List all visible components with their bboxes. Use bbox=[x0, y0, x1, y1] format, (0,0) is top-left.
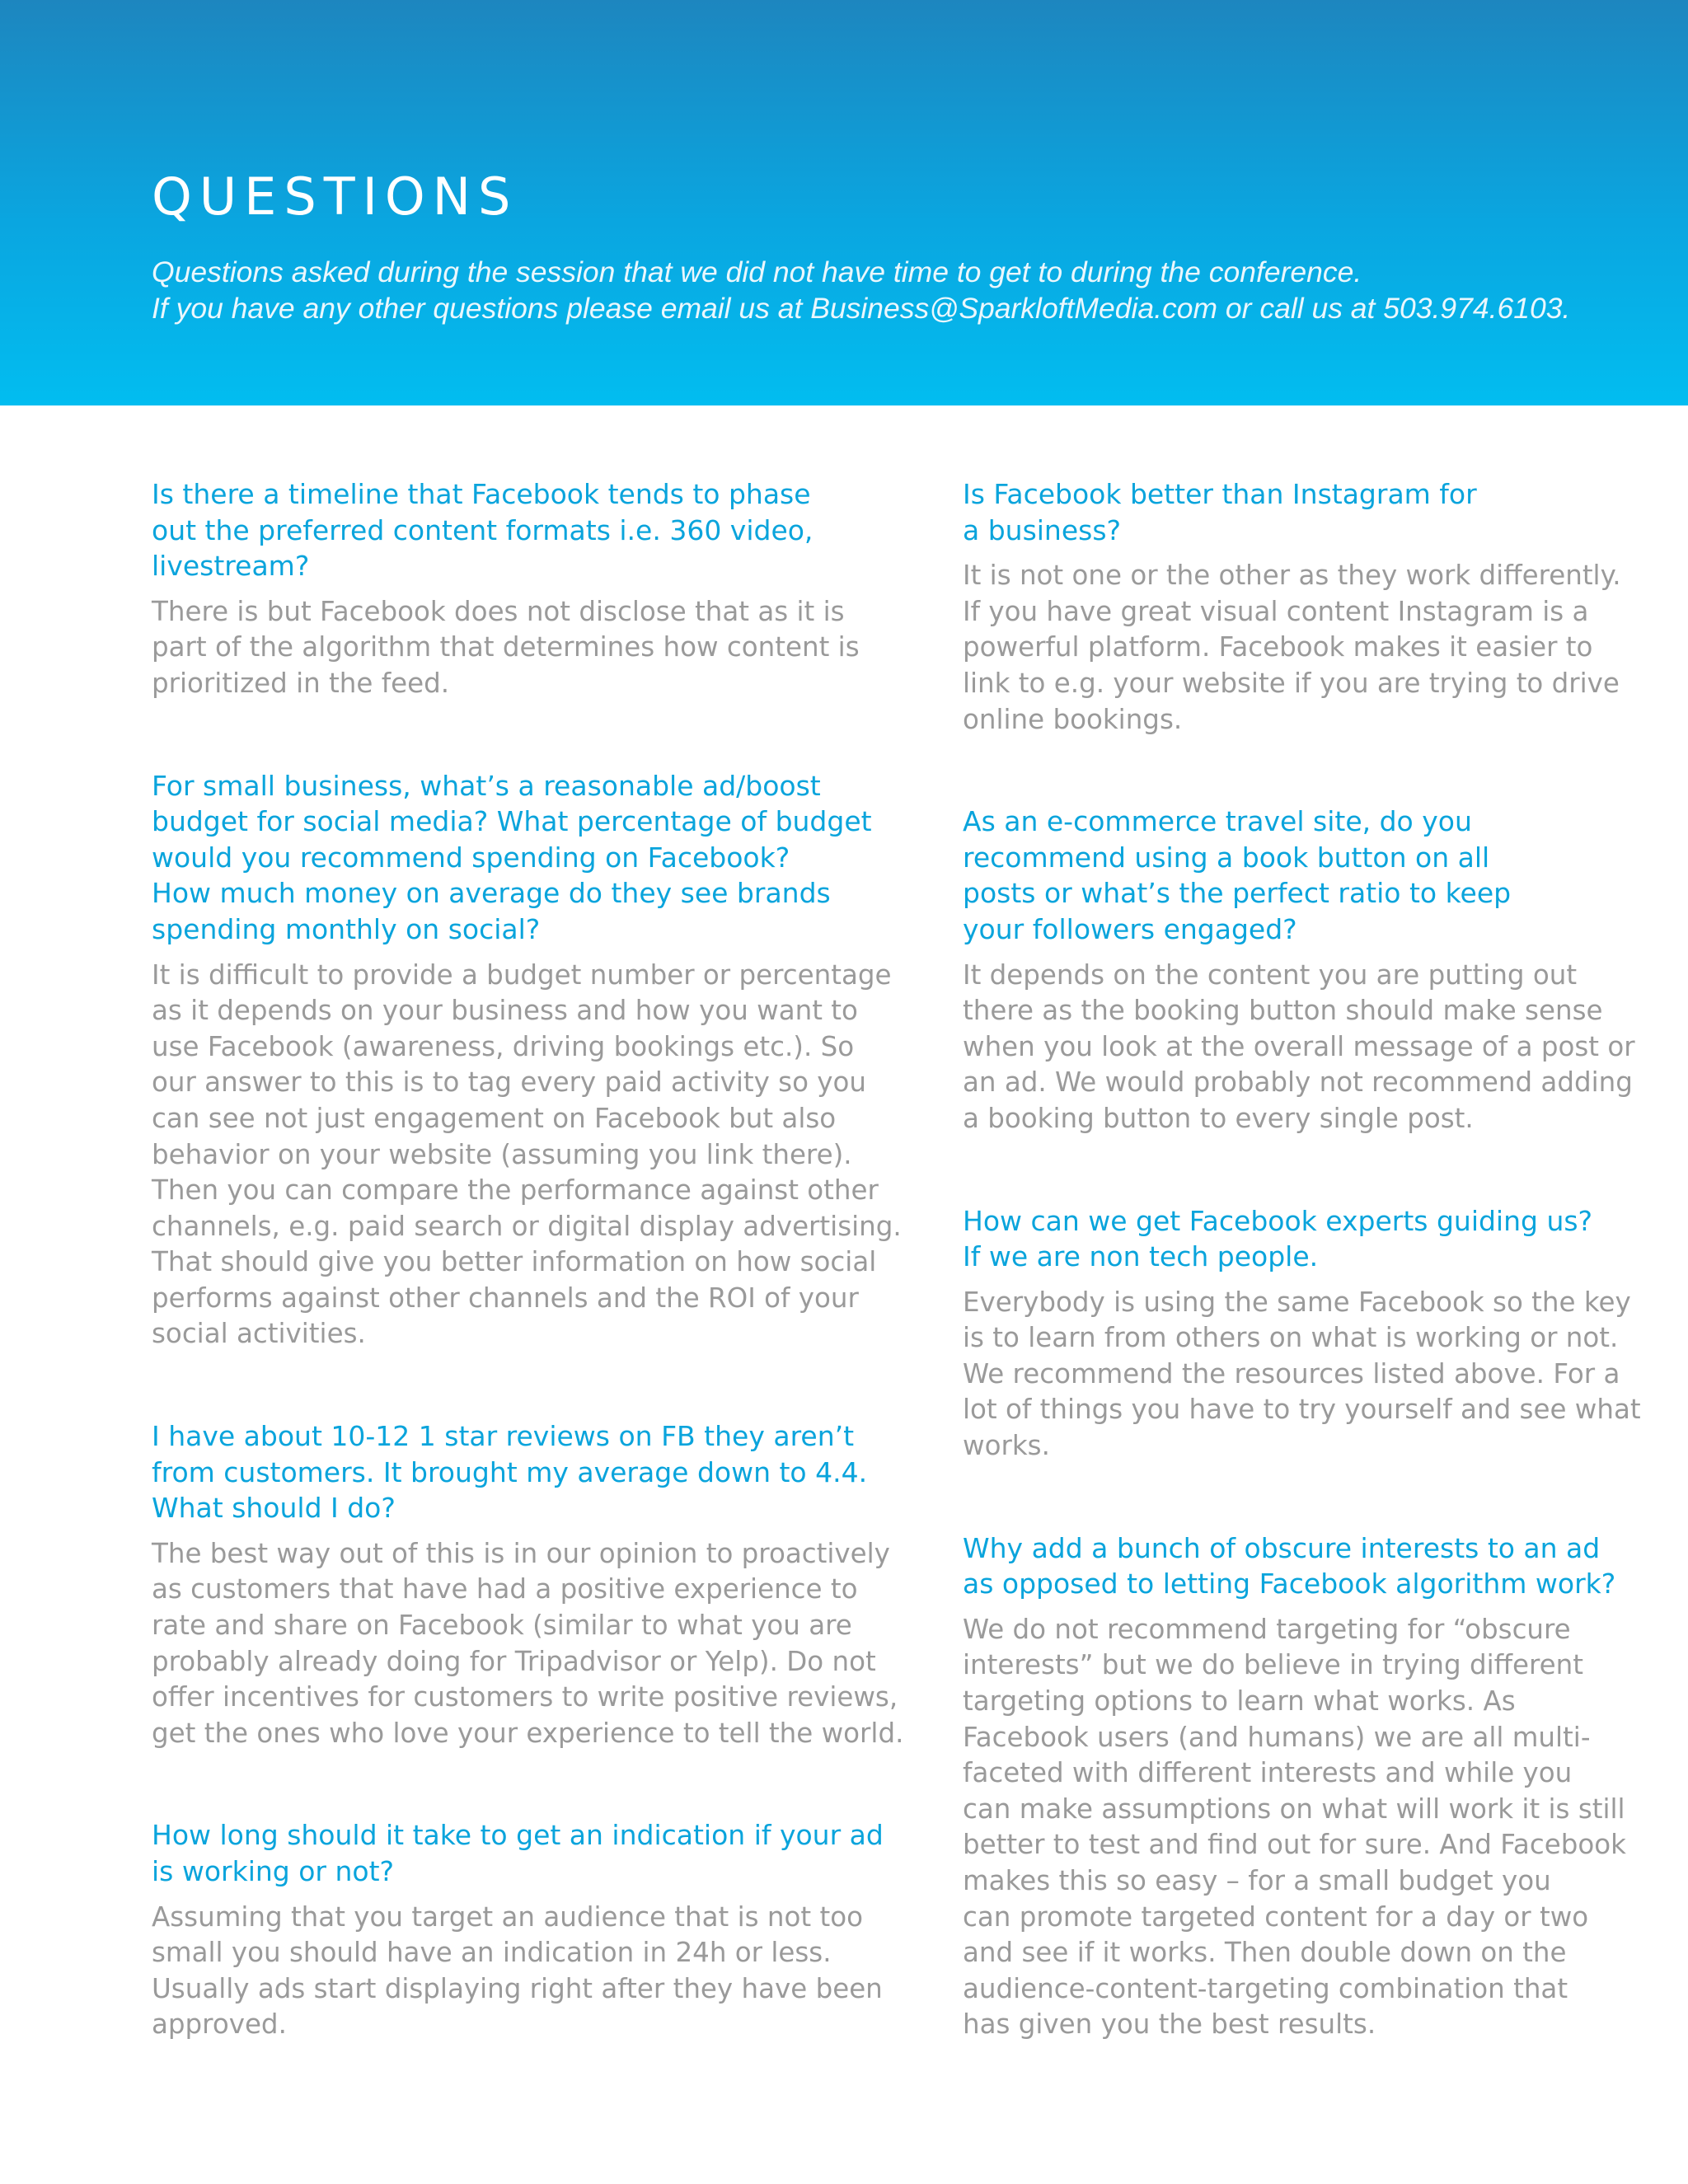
answer-line: faceted with different interests and while you bbox=[963, 1757, 1573, 1789]
qa-block bbox=[963, 804, 1663, 1137]
question-line: posts or what’s the perfect ratio to keep bbox=[963, 877, 1512, 910]
answer-text bbox=[152, 594, 860, 702]
question-line: recommend using a book button on all bbox=[963, 841, 1490, 874]
answer-line: get the ones who love your experience to tell the world. bbox=[152, 1717, 904, 1749]
answer-line: online bookings. bbox=[963, 703, 1183, 735]
answer-line: can see not just engagement on Facebook but also bbox=[152, 1102, 837, 1134]
answer-line: If you have great visual content Instagram is a bbox=[963, 595, 1589, 627]
question-line: from customers. It brought my average down to 4.4. bbox=[152, 1455, 868, 1488]
question-line: Why add a bunch of obscure interests to an ad bbox=[963, 1531, 1601, 1564]
answer-line: is to learn from others on what is working or not. bbox=[963, 1322, 1619, 1354]
answer-line: It depends on the content you are putting out bbox=[963, 958, 1578, 991]
answer-line: Then you can compare the performance against other bbox=[152, 1174, 879, 1207]
answer-line: There is but Facebook does not disclose that as it is bbox=[152, 595, 845, 627]
answer-line: can promote targeted content for a day or two bbox=[963, 1900, 1589, 1933]
answer-line: channels, e.g. paid search or digital display advertising. bbox=[152, 1210, 902, 1242]
question-line: a business? bbox=[963, 513, 1122, 546]
question-line: How long should it take to get an indication if your ad bbox=[152, 1819, 884, 1852]
answer-line: link to e.g. your website if you are trying to drive bbox=[963, 667, 1620, 699]
answer-line: rate and share on Facebook (similar to what you are bbox=[152, 1610, 852, 1642]
answer-text bbox=[963, 558, 1663, 738]
qa-block bbox=[152, 476, 860, 702]
subtitle-line: If you have any other questions please email us at Business@SparkloftMedia.com or call us at 503.974.6103. bbox=[152, 292, 1571, 325]
answer-line: use Facebook (awareness, driving bookings etc.). So bbox=[152, 1030, 855, 1062]
answer-line: there as the booking button should make sense bbox=[963, 995, 1603, 1027]
answer-line: behavior on your website (assuming you link there). bbox=[152, 1138, 852, 1170]
qa-block bbox=[963, 1203, 1663, 1465]
answer-line: Usually ads start displaying right after they have been bbox=[152, 1972, 883, 2004]
answer-line: That should give you better information on how social bbox=[152, 1246, 877, 1278]
answer-line: The best way out of this is in our opinion to proactively bbox=[152, 1537, 890, 1569]
answer-line: has given you the best results. bbox=[963, 2008, 1376, 2041]
question-heading bbox=[152, 1817, 884, 1889]
qa-block bbox=[963, 476, 1663, 738]
answer-line: performs against other channels and the ROI of your bbox=[152, 1282, 859, 1314]
answer-line: part of the algorithm that determines how content is bbox=[152, 631, 860, 663]
answer-line: when you look at the overall message of a post or bbox=[963, 1030, 1635, 1062]
question-line: What should I do? bbox=[152, 1492, 396, 1525]
question-line: Is there a timeline that Facebook tends to phase bbox=[152, 478, 811, 510]
answer-line: social activities. bbox=[152, 1318, 366, 1350]
answer-line: makes this so easy – for a small budget you bbox=[963, 1865, 1551, 1896]
qa-block bbox=[152, 1817, 884, 2043]
answer-line: our answer to this is to tag every paid activity so you bbox=[152, 1066, 867, 1099]
qa-block bbox=[152, 1418, 904, 1751]
question-line: your followers engaged? bbox=[963, 912, 1297, 945]
question-line: as opposed to letting Facebook algorithm work? bbox=[963, 1568, 1616, 1601]
answer-line: It is not one or the other as they work differently. bbox=[963, 560, 1621, 592]
answer-line: as customers that have had a positive experience to bbox=[152, 1573, 858, 1605]
answer-line: We recommend the resources listed above. For a bbox=[963, 1357, 1620, 1390]
right-column bbox=[963, 476, 1663, 2043]
question-line: Is Facebook better than Instagram for bbox=[963, 478, 1477, 510]
answer-text bbox=[152, 1900, 883, 2043]
answer-line: Everybody is using the same Facebook so the key bbox=[963, 1286, 1631, 1318]
question-heading bbox=[152, 768, 872, 948]
question-line: would you recommend spending on Facebook? bbox=[152, 841, 790, 874]
answer-line: We do not recommend targeting for “obscure bbox=[963, 1613, 1571, 1645]
question-line: How can we get Facebook experts guiding us? bbox=[963, 1204, 1593, 1237]
answer-line: Facebook users (and humans) we are all multi- bbox=[963, 1721, 1591, 1753]
answer-line: prioritized in the feed. bbox=[152, 667, 450, 699]
answer-line: Assuming that you target an audience that is not too bbox=[152, 1900, 863, 1933]
answer-line: interests” but we do believe in trying different bbox=[963, 1649, 1583, 1681]
answer-line: offer incentives for customers to write positive reviews, bbox=[152, 1681, 898, 1713]
answer-line: small you should have an indication in 24h or less. bbox=[152, 1937, 832, 1969]
answer-line: an ad. We would probably not recommend adding bbox=[963, 1066, 1633, 1099]
header-subtitle bbox=[152, 254, 1635, 326]
answer-line: a booking button to every single post. bbox=[963, 1102, 1474, 1134]
answer-line: probably already doing for Tripadvisor or Yelp). Do not bbox=[152, 1645, 876, 1677]
answer-line: approved. bbox=[152, 2008, 287, 2041]
answer-text bbox=[152, 958, 902, 1353]
question-line: How much money on average do they see brands bbox=[152, 877, 831, 910]
answer-line: powerful platform. Facebook makes it easier to bbox=[963, 631, 1593, 663]
answer-line: It is difficult to provide a budget number or percentage bbox=[152, 958, 892, 991]
question-line: is working or not? bbox=[152, 1855, 395, 1887]
question-heading bbox=[963, 1203, 1663, 1275]
question-heading bbox=[152, 1418, 868, 1526]
left-column bbox=[152, 476, 904, 2043]
header-banner bbox=[0, 0, 1688, 405]
question-line: out the preferred content formats i.e. 360 video, bbox=[152, 513, 814, 546]
answer-line: works. bbox=[963, 1430, 1050, 1462]
question-line: I have about 10-12 1 star reviews on FB they aren’t bbox=[152, 1420, 855, 1453]
question-line: livestream? bbox=[152, 550, 310, 583]
answer-line: as it depends on your business and how you want to bbox=[152, 995, 858, 1027]
answer-text bbox=[963, 1612, 1663, 2043]
answer-line: and see if it works. Then double down on the bbox=[963, 1937, 1567, 1969]
answer-line: can make assumptions on what will work it is still bbox=[963, 1793, 1625, 1825]
answer-line: targeting options to learn what works. As bbox=[963, 1685, 1516, 1718]
page-title: QUESTIONS bbox=[152, 166, 518, 227]
qa-block bbox=[963, 1530, 1663, 2043]
question-line: If we are non tech people. bbox=[963, 1240, 1319, 1273]
question-heading bbox=[963, 804, 1663, 947]
question-line: spending monthly on social? bbox=[152, 912, 541, 945]
answer-line: audience-content-targeting combination that bbox=[963, 1972, 1568, 2004]
question-line: budget for social media? What percentage of budget bbox=[152, 805, 872, 838]
qa-block bbox=[152, 768, 902, 1353]
question-line: For small business, what’s a reasonable ad/boost bbox=[152, 769, 821, 802]
answer-text bbox=[152, 1536, 904, 1752]
answer-text bbox=[963, 1285, 1663, 1465]
answer-line: lot of things you have to try yourself and see what bbox=[963, 1394, 1641, 1426]
question-heading bbox=[152, 476, 852, 584]
question-line: As an e-commerce travel site, do you bbox=[963, 805, 1472, 838]
question-heading bbox=[963, 1530, 1663, 1602]
subtitle-line: Questions asked during the session that we did not have time to get to during the conference. bbox=[152, 255, 1362, 288]
answer-line: better to test and find out for sure. And Facebook bbox=[963, 1829, 1626, 1861]
question-heading bbox=[963, 476, 1663, 548]
answer-text bbox=[963, 958, 1663, 1137]
